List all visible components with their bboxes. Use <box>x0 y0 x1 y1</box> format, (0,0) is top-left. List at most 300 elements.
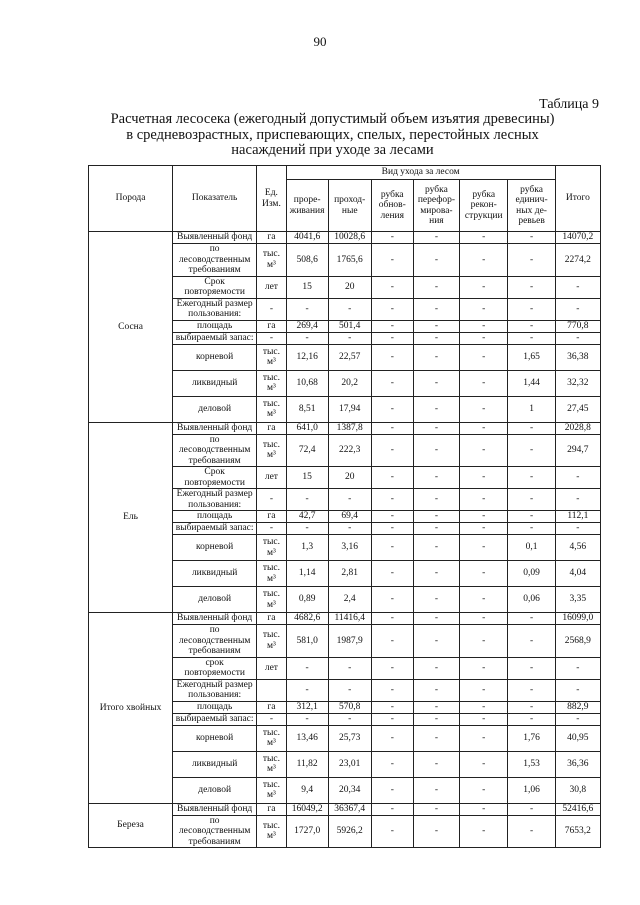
value-cell: - <box>371 276 413 298</box>
total-cell: - <box>555 298 600 320</box>
value-cell: - <box>508 489 555 511</box>
header-subcol-line: ревьев <box>518 216 545 226</box>
indicator-cell <box>173 332 257 344</box>
value-cell: - <box>508 332 555 344</box>
value-cell: - <box>328 679 371 701</box>
unit-line: тыс. <box>262 779 280 790</box>
indicator-cell <box>173 535 257 561</box>
value-cell: 36367,4 <box>328 803 371 815</box>
indicator-cell <box>173 701 257 713</box>
unit-cell <box>257 434 286 467</box>
unit-line: тыс. <box>262 563 280 573</box>
header-subcol-line: рубка <box>380 189 404 200</box>
indicator-line: Ежегодный размер <box>176 679 253 690</box>
indicator-line: пользования: <box>188 690 242 700</box>
value-cell: - <box>460 422 508 434</box>
value-cell: - <box>371 657 413 679</box>
value-cell: - <box>508 320 555 332</box>
total-cell: 112,1 <box>555 511 600 523</box>
value-cell: - <box>413 751 459 777</box>
indicator-line: Выявленный фонд <box>177 613 253 624</box>
value-cell: 1,53 <box>508 751 555 777</box>
header-unit-line: Ед. <box>264 188 278 198</box>
value-cell: - <box>328 332 371 344</box>
value-cell: - <box>508 701 555 713</box>
value-cell: - <box>508 422 555 434</box>
value-cell: - <box>460 535 508 561</box>
value-cell: - <box>413 679 459 701</box>
unit-cell <box>257 657 286 679</box>
unit-line: тыс. <box>262 346 280 357</box>
indicator-line: пользования: <box>188 499 242 510</box>
table-row <box>89 422 601 434</box>
indicator-line: выбираемый запас: <box>175 332 254 343</box>
unit-line: - <box>269 523 273 534</box>
indicator-cell <box>173 434 257 467</box>
unit-line: м³ <box>266 573 276 584</box>
allowable-cut-table <box>88 165 601 848</box>
value-cell: 23,01 <box>328 751 371 777</box>
value-cell: 2,81 <box>328 561 371 587</box>
unit-line: м³ <box>266 831 276 842</box>
value-cell: - <box>460 344 508 370</box>
indicator-line: площадь <box>197 320 233 331</box>
value-cell: 16049,2 <box>286 803 328 815</box>
title-line: насаждений при уходе за лесами <box>231 142 434 158</box>
value-cell: - <box>371 587 413 613</box>
value-cell: 0,89 <box>286 587 328 613</box>
unit-cell <box>257 244 286 277</box>
indicator-line: требованиям <box>188 836 241 847</box>
value-cell: - <box>286 298 328 320</box>
indicator-line: срок повторяемости <box>184 657 245 678</box>
total-cell: 36,36 <box>555 751 600 777</box>
value-cell: - <box>371 396 413 422</box>
value-cell: - <box>460 511 508 523</box>
indicator-line: площадь <box>197 701 233 712</box>
species-cell: Береза <box>89 803 173 848</box>
unit-line: - <box>269 494 273 505</box>
value-cell: - <box>413 701 459 713</box>
value-cell: - <box>286 332 328 344</box>
indicator-line: корневой <box>196 542 234 553</box>
value-cell: - <box>413 320 459 332</box>
total-cell: 14070,2 <box>555 232 600 244</box>
header-subcol-line: рекон- <box>470 200 497 211</box>
table-row <box>89 803 601 815</box>
unit-line: м³ <box>266 409 276 419</box>
value-cell: 0,09 <box>508 561 555 587</box>
unit-line: тыс. <box>262 753 280 764</box>
header-subcol-line: единич- <box>515 195 548 205</box>
indicator-cell <box>173 320 257 332</box>
value-cell: 1,65 <box>508 344 555 370</box>
total-cell: 40,95 <box>555 725 600 751</box>
unit-line: тыс. <box>262 727 280 738</box>
indicator-line: по лесоводственным <box>178 244 251 265</box>
value-cell: - <box>371 803 413 815</box>
value-cell: - <box>371 434 413 467</box>
value-cell: - <box>413 422 459 434</box>
unit-line: лет <box>264 472 278 483</box>
value-cell: 508,6 <box>286 244 328 277</box>
total-cell: 882,9 <box>555 701 600 713</box>
value-cell: 10028,6 <box>328 232 371 244</box>
value-cell: - <box>508 679 555 701</box>
indicator-cell <box>173 511 257 523</box>
value-cell: - <box>508 511 555 523</box>
indicator-line: деловой <box>198 784 232 795</box>
indicator-cell <box>173 422 257 434</box>
unit-cell <box>257 625 286 658</box>
unit-line: м³ <box>266 383 276 393</box>
header-subcol-line: перефор- <box>417 195 456 205</box>
indicator-cell <box>173 657 257 679</box>
header-subcol-line: обнов- <box>378 200 406 211</box>
value-cell: - <box>508 523 555 535</box>
unit-line: га <box>267 232 276 243</box>
indicator-cell <box>173 613 257 625</box>
value-cell: 17,94 <box>328 396 371 422</box>
value-cell: - <box>460 244 508 277</box>
table-header <box>89 166 601 232</box>
indicator-line: ликвидный <box>191 758 238 769</box>
header-unit-line: Изм. <box>261 198 281 209</box>
value-cell: 11416,4 <box>328 613 371 625</box>
indicator-line: требованиям <box>188 265 241 275</box>
indicator-line: корневой <box>196 732 234 743</box>
indicator-cell <box>173 777 257 803</box>
unit-line: м³ <box>266 259 276 270</box>
indicator-cell <box>173 561 257 587</box>
value-cell: 1987,9 <box>328 625 371 658</box>
value-cell: 570,8 <box>328 701 371 713</box>
value-cell: - <box>413 625 459 658</box>
unit-line: м³ <box>266 764 276 774</box>
value-cell: - <box>508 613 555 625</box>
value-cell: - <box>286 679 328 701</box>
header-care-type: Вид ухода за лесом <box>286 166 555 180</box>
header-subcol-line: живания <box>289 205 325 216</box>
indicator-line: по лесоводственным <box>178 625 251 646</box>
value-cell: 8,51 <box>286 396 328 422</box>
value-cell: - <box>413 489 459 511</box>
value-cell: - <box>371 713 413 725</box>
unit-line: тыс. <box>262 630 280 641</box>
header-subcol-line: проход- <box>334 195 366 205</box>
indicator-line: выбираемый запас: <box>175 713 254 724</box>
value-cell: 0,06 <box>508 587 555 613</box>
indicator-cell <box>173 587 257 613</box>
value-cell: - <box>460 713 508 725</box>
value-cell: - <box>413 298 459 320</box>
value-cell: - <box>460 232 508 244</box>
unit-line: м³ <box>266 738 276 748</box>
total-cell: 3,35 <box>555 587 600 613</box>
value-cell: - <box>328 298 371 320</box>
unit-line: лет <box>264 662 278 673</box>
value-cell: - <box>413 713 459 725</box>
indicator-cell <box>173 713 257 725</box>
value-cell: 12,16 <box>286 344 328 370</box>
unit-cell <box>257 523 286 535</box>
unit-cell <box>257 232 286 244</box>
indicator-line: деловой <box>198 594 232 605</box>
value-cell: - <box>460 276 508 298</box>
value-cell: - <box>508 298 555 320</box>
value-cell: 10,68 <box>286 370 328 396</box>
unit-cell <box>257 713 286 725</box>
unit-cell <box>257 701 286 713</box>
value-cell: 1,44 <box>508 370 555 396</box>
header-subcol-line: прорe- <box>293 195 321 205</box>
indicator-line: Выявленный фонд <box>177 422 253 433</box>
value-cell: 20,34 <box>328 777 371 803</box>
value-cell: 15 <box>286 467 328 489</box>
indicator-line: деловой <box>198 403 232 414</box>
value-cell: - <box>413 232 459 244</box>
total-cell: 770,8 <box>555 320 600 332</box>
unit-cell <box>257 489 286 511</box>
value-cell: - <box>371 298 413 320</box>
value-cell: - <box>413 535 459 561</box>
species-cell: Сосна <box>89 232 173 423</box>
value-cell: 20 <box>328 467 371 489</box>
value-cell: 1 <box>508 396 555 422</box>
total-cell: - <box>555 657 600 679</box>
value-cell: - <box>460 370 508 396</box>
total-cell: 30,8 <box>555 777 600 803</box>
value-cell: - <box>460 751 508 777</box>
value-cell: - <box>460 803 508 815</box>
unit-line: га <box>267 803 276 814</box>
indicator-line: площадь <box>197 511 233 522</box>
value-cell: - <box>371 751 413 777</box>
table-body <box>89 232 601 848</box>
value-cell: - <box>413 725 459 751</box>
indicator-cell <box>173 232 257 244</box>
unit-cell <box>257 613 286 625</box>
value-cell: - <box>371 535 413 561</box>
value-cell: 312,1 <box>286 701 328 713</box>
unit-line: тыс. <box>262 439 280 450</box>
unit-cell <box>257 587 286 613</box>
value-cell: - <box>413 523 459 535</box>
header-subcol <box>460 180 508 232</box>
value-cell: - <box>371 523 413 535</box>
page-number: 90 <box>313 34 327 49</box>
value-cell: 9,4 <box>286 777 328 803</box>
total-cell: 2028,8 <box>555 422 600 434</box>
header-subcol-line: рубка <box>520 184 543 195</box>
unit-line: га <box>267 511 276 522</box>
indicator-line: Выявленный фонд <box>177 803 253 814</box>
indicator-line: Срок повторяемости <box>184 276 245 297</box>
total-cell: 32,32 <box>555 370 600 396</box>
unit-cell <box>257 298 286 320</box>
value-cell: 20,2 <box>328 370 371 396</box>
unit-line: тыс. <box>262 589 280 599</box>
unit-cell <box>257 396 286 422</box>
indicator-line: выбираемый запас: <box>175 523 254 534</box>
value-cell: - <box>286 657 328 679</box>
unit-line: га <box>267 613 276 624</box>
header-subcol <box>413 180 459 232</box>
value-cell: 1765,6 <box>328 244 371 277</box>
value-cell: - <box>413 434 459 467</box>
unit-line: тыс. <box>262 537 280 547</box>
value-cell: 13,46 <box>286 725 328 751</box>
value-cell: - <box>413 561 459 587</box>
unit-line: м³ <box>266 640 276 651</box>
value-cell: - <box>460 815 508 848</box>
value-cell: - <box>460 657 508 679</box>
total-cell: - <box>555 713 600 725</box>
value-cell: - <box>508 232 555 244</box>
unit-line: тыс. <box>262 820 280 831</box>
value-cell: 69,4 <box>328 511 371 523</box>
value-cell: - <box>328 489 371 511</box>
value-cell: 5926,2 <box>328 815 371 848</box>
value-cell: - <box>286 523 328 535</box>
table-label: Таблица 9 <box>539 97 599 112</box>
value-cell: - <box>413 803 459 815</box>
unit-cell <box>257 535 286 561</box>
value-cell: - <box>460 587 508 613</box>
table-title <box>80 112 585 159</box>
indicator-line: корневой <box>196 351 234 362</box>
unit-cell <box>257 422 286 434</box>
unit-cell <box>257 815 286 848</box>
value-cell: - <box>328 657 371 679</box>
value-cell: - <box>413 332 459 344</box>
value-cell: 72,4 <box>286 434 328 467</box>
species-cell: Ель <box>89 422 173 613</box>
value-cell: - <box>508 713 555 725</box>
unit-line: м³ <box>266 547 276 558</box>
total-cell: - <box>555 523 600 535</box>
value-cell: - <box>371 777 413 803</box>
indicator-cell <box>173 467 257 489</box>
indicator-line: по лесоводственным <box>178 434 251 455</box>
header-subcol-line: струкции <box>464 210 503 221</box>
value-cell: 269,4 <box>286 320 328 332</box>
indicator-cell <box>173 751 257 777</box>
header-total: Итого <box>555 166 600 232</box>
species-cell: Итого хвойных <box>89 613 173 804</box>
value-cell: - <box>371 344 413 370</box>
value-cell: 3,16 <box>328 535 371 561</box>
value-cell: - <box>508 467 555 489</box>
value-cell: - <box>286 713 328 725</box>
value-cell: 0,1 <box>508 535 555 561</box>
value-cell: - <box>508 657 555 679</box>
header-subcol-line: ления <box>380 210 405 221</box>
value-cell: - <box>460 320 508 332</box>
value-cell: 11,82 <box>286 751 328 777</box>
total-cell: 7653,2 <box>555 815 600 848</box>
value-cell: - <box>413 396 459 422</box>
value-cell: - <box>371 332 413 344</box>
value-cell: - <box>460 523 508 535</box>
value-cell: - <box>460 613 508 625</box>
total-cell: - <box>555 489 600 511</box>
unit-line: тыс. <box>262 398 280 409</box>
unit-cell <box>257 751 286 777</box>
value-cell: - <box>460 625 508 658</box>
unit-cell <box>257 725 286 751</box>
indicator-cell <box>173 298 257 320</box>
value-cell: - <box>508 815 555 848</box>
unit-line: га <box>267 701 276 712</box>
value-cell: 641,0 <box>286 422 328 434</box>
value-cell: - <box>413 587 459 613</box>
unit-cell <box>257 561 286 587</box>
value-cell: - <box>460 332 508 344</box>
header-species: Порода <box>89 166 173 232</box>
total-cell: 4,56 <box>555 535 600 561</box>
unit-cell <box>257 344 286 370</box>
value-cell: - <box>371 815 413 848</box>
value-cell: - <box>371 625 413 658</box>
value-cell: - <box>460 298 508 320</box>
value-cell: 1,76 <box>508 725 555 751</box>
indicator-line: ликвидный <box>191 568 238 579</box>
value-cell: - <box>371 511 413 523</box>
value-cell: - <box>413 276 459 298</box>
unit-cell <box>257 370 286 396</box>
indicator-cell <box>173 344 257 370</box>
value-cell: 4041,6 <box>286 232 328 244</box>
total-cell: - <box>555 679 600 701</box>
value-cell: - <box>508 244 555 277</box>
unit-cell <box>257 777 286 803</box>
value-cell: - <box>508 276 555 298</box>
total-cell: 16099,0 <box>555 613 600 625</box>
header-subcol <box>286 180 328 232</box>
unit-line: - <box>269 713 273 724</box>
indicator-line: пользования: <box>188 309 242 319</box>
unit-line: м³ <box>266 790 276 800</box>
total-cell: 2568,9 <box>555 625 600 658</box>
unit-line: - <box>269 332 273 343</box>
value-cell: - <box>413 815 459 848</box>
total-cell: - <box>555 276 600 298</box>
value-cell: 501,4 <box>328 320 371 332</box>
header-unit <box>257 166 286 232</box>
value-cell: - <box>460 467 508 489</box>
header-subcol <box>371 180 413 232</box>
table-row <box>89 613 601 625</box>
total-cell: 27,45 <box>555 396 600 422</box>
total-cell: - <box>555 332 600 344</box>
header-subcol <box>328 180 371 232</box>
unit-line: м³ <box>266 357 276 367</box>
value-cell: - <box>371 320 413 332</box>
total-cell: 2274,2 <box>555 244 600 277</box>
value-cell: 581,0 <box>286 625 328 658</box>
indicator-cell <box>173 489 257 511</box>
indicator-line: Ежегодный размер <box>176 298 253 309</box>
value-cell: - <box>508 625 555 658</box>
value-cell: - <box>371 370 413 396</box>
value-cell: 42,7 <box>286 511 328 523</box>
indicator-line: требованиям <box>188 646 241 656</box>
indicator-line: по лесоводственным <box>178 815 251 836</box>
value-cell: - <box>413 511 459 523</box>
unit-line: м³ <box>266 599 276 610</box>
total-cell: 294,7 <box>555 434 600 467</box>
